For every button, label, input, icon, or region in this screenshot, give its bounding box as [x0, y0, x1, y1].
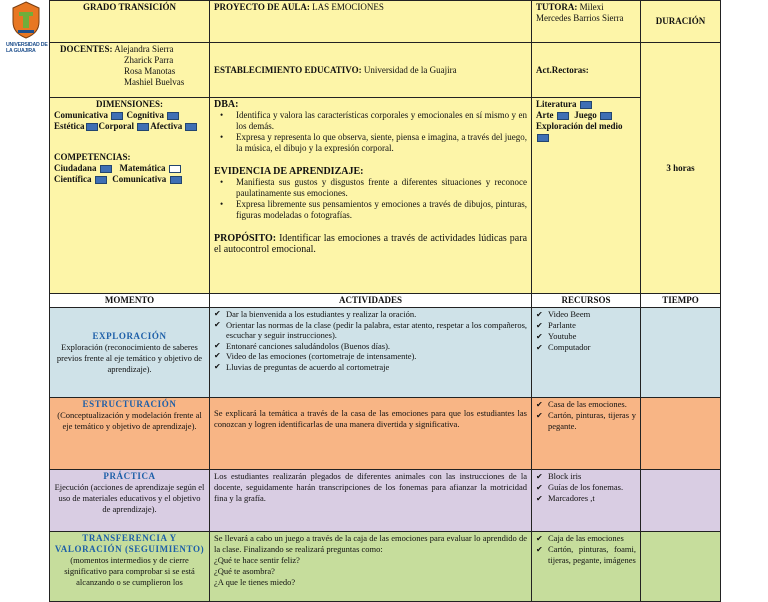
duracion-header-cell	[641, 1, 721, 43]
dba-item: • Identifica y valora las características corporales y emocionales en sí mismo y en los demás.	[214, 110, 527, 132]
rectora-item: Juego	[574, 110, 597, 120]
act-rectoras-cell	[532, 43, 641, 98]
dimension-checkbox-icon[interactable]	[185, 123, 197, 131]
establecimiento-cell	[210, 43, 532, 98]
activity-text: Se explicará la temática a través de la casa de las emociones para que los estudiantes las conozcan y logren identificarlas de una manera divertida y significativa.	[214, 408, 527, 429]
tutora-cell	[532, 1, 641, 43]
dimension-item: Cognitiva	[126, 110, 165, 120]
evidencia-item: • Expresa libremente sus pensamientos y emociones a través de dibujos, pinturas, figuras modeladas o fotografías.	[214, 199, 527, 221]
momento-desc: (Conceptualización y modelación frente al eje temático y objetivo de aprendizaje).	[57, 410, 202, 431]
duracion-label: DURACIÓN	[655, 16, 706, 26]
grado-label: GRADO TRANSICIÓN	[82, 2, 177, 12]
resource-item: ✔ Computador	[536, 342, 636, 353]
lesson-plan-table	[49, 0, 721, 602]
proyecto-value: LAS EMOCIONES	[312, 2, 384, 12]
dimension-checkbox-icon[interactable]	[137, 123, 149, 131]
docentes-cell	[50, 43, 210, 98]
resource-item: ✔ Caja de las emociones	[536, 533, 636, 544]
competencia-checkbox-icon[interactable]	[95, 176, 107, 184]
dimension-checkbox-icon[interactable]	[111, 112, 123, 120]
momento-title: EXPLORACIÓN	[92, 330, 167, 341]
dimension-checkbox-icon[interactable]	[86, 123, 98, 131]
tutora-value: Milexi Mercedes Barrios Sierra	[536, 2, 624, 23]
docente-name: Mashiel Buelvas	[124, 77, 185, 87]
actividades-transferencia-cell	[210, 532, 532, 602]
actividades-estructuracion-cell	[210, 398, 532, 470]
competencia-item: Matemática	[119, 163, 166, 173]
duracion-value: 3 horas	[666, 162, 695, 173]
dba-label: DBA:	[214, 99, 239, 110]
proposito-value: Identificar las emociones a través de actividades lúdicas para el autocontrol emocional.	[214, 233, 528, 255]
momento-title: ESTRUCTURACIÓN	[82, 399, 177, 409]
activity-item: ✔ Entonaré canciones saludándolos (Buenos días).	[214, 341, 527, 352]
activity-item: ✔ Lluvias de preguntas de acuerdo al cortometraje	[214, 362, 527, 373]
resource-item: ✔ Parlante	[536, 320, 636, 331]
dba-item: • Expresa y representa lo que observa, siente, piensa e imagina, a través del juego, la música, el dibujo y la expresión corporal.	[214, 132, 527, 154]
resource-item: ✔ Cartón, pinturas, tijeras y pegante.	[536, 410, 636, 432]
dimension-checkbox-icon[interactable]	[167, 112, 179, 120]
momento-desc: Ejecución (acciones de aprendizaje según el uso de materiales educativos y el objetivo de aprendizaje).	[54, 482, 205, 514]
resource-item: ✔ Guías de los fonemas.	[536, 482, 636, 493]
recursos-transferencia-cell	[532, 532, 641, 602]
proyecto-cell	[210, 1, 532, 43]
activity-text: Los estudiantes realizarán plegados de diferentes animales con las instrucciones de la docente, seguidamente harán transcripciones de los fonemas para afianzar la motricidad fina y la grafía.	[214, 471, 527, 503]
tiempo-practica-cell	[641, 470, 721, 532]
activity-item: ✔ Dar la bienvenida a los estudiantes y realizar la oración.	[214, 309, 527, 320]
docente-name: Rosa Manotas	[124, 66, 176, 76]
activity-item: ✔ Orientar las normas de la clase (pedir la palabra, estar atento, respetar a los compañeros, escuchar y seguir instrucciones).	[214, 320, 527, 341]
act-rectoras-label: Act.Rectoras:	[536, 64, 589, 75]
rectora-item: Exploración del medio	[536, 121, 623, 131]
recursos-exploracion-cell	[532, 308, 641, 398]
university-seal-icon	[10, 0, 42, 40]
momento-desc: Exploración (reconocimiento de saberes previos frente al eje temático y objetivo de aprendizaje).	[56, 341, 203, 374]
question-item: ¿A que le tienes miedo?	[214, 577, 296, 587]
docente-name: Zharick Parra	[124, 55, 174, 65]
column-header-momento: MOMENTO	[50, 294, 210, 308]
momento-practica-cell	[50, 470, 210, 532]
question-item: ¿Qué te asombra?	[214, 566, 275, 576]
competencia-item: Científica	[54, 174, 92, 184]
rectora-item: Literatura	[536, 99, 577, 109]
dimensiones-cell	[50, 98, 210, 294]
momento-exploracion-cell	[50, 308, 210, 398]
column-header-recursos: RECURSOS	[532, 294, 641, 308]
dimensiones-label: DIMENSIONES:	[95, 99, 163, 109]
establecimiento-value: Universidad de la Guajira	[363, 64, 457, 75]
competencia-checkbox-icon[interactable]	[169, 165, 181, 173]
recursos-estructuracion-cell	[532, 398, 641, 470]
resource-item: ✔ Youtube	[536, 331, 636, 342]
competencia-item: Comunicativa	[112, 174, 167, 184]
column-header-actividades: ACTIVIDADES	[210, 294, 532, 308]
dimension-item: Comunicativa	[54, 110, 108, 120]
logo-text: UNIVERSIDAD DE LA GUAJIRA	[6, 42, 48, 54]
resource-item: ✔ Casa de las emociones.	[536, 399, 636, 410]
momento-estructuracion-cell	[50, 398, 210, 470]
activity-item: ✔ Video de las emociones (cortometraje de intensamente).	[214, 351, 527, 362]
resource-item: ✔ Video Beem	[536, 309, 636, 320]
rectora-checkbox-icon[interactable]	[537, 134, 549, 142]
dimension-item: Corporal	[98, 121, 134, 131]
establecimiento-label: ESTABLECIMIENTO EDUCATIVO:	[214, 64, 362, 75]
evidencia-label: EVIDENCIA DE APRENDIZAJE:	[214, 166, 364, 177]
duracion-value-cell	[641, 43, 721, 294]
momento-transferencia-cell	[50, 532, 210, 602]
tiempo-estructuracion-cell	[641, 398, 721, 470]
proposito-label: PROPÓSITO:	[214, 233, 277, 244]
resource-item: ✔ Block iris	[536, 471, 636, 482]
dimension-item: Estética	[54, 121, 85, 131]
rectora-checkbox-icon[interactable]	[580, 101, 592, 109]
activity-text: Se llevará a cabo un juego a través de la caja de las emociones para evaluar lo aprendido de la clase. Finalizando se realizará preguntas como:	[214, 533, 527, 554]
rectora-item: Arte	[536, 110, 554, 120]
evidencia-item: • Manifiesta sus gustos y disgustos frente a diferentes situaciones y reconoce paulatinamente sus emociones.	[214, 177, 527, 199]
question-item: ¿Qué te hace sentir feliz?	[214, 555, 300, 565]
rectora-checkbox-icon[interactable]	[557, 112, 569, 120]
recursos-practica-cell	[532, 470, 641, 532]
competencia-checkbox-icon[interactable]	[170, 176, 182, 184]
actividades-practica-cell	[210, 470, 532, 532]
actividades-rectoras-cell	[532, 98, 641, 294]
tutora-label: TUTORA:	[536, 2, 578, 12]
tiempo-exploracion-cell	[641, 308, 721, 398]
actividades-exploracion-cell	[210, 308, 532, 398]
tiempo-transferencia-cell	[641, 532, 721, 602]
proyecto-label: PROYECTO DE AULA:	[214, 2, 310, 12]
dimension-item: Afectiva	[150, 121, 183, 131]
university-logo	[0, 0, 46, 68]
resource-item: ✔ Marcadores ,t	[536, 493, 636, 504]
competencia-item: Ciudadana	[54, 163, 97, 173]
competencia-checkbox-icon[interactable]	[100, 165, 112, 173]
momento-title: TRANSFERENCIA Y VALORACIÓN (SEGUIMIENTO)	[54, 533, 205, 554]
momento-title: PRÁCTICA	[103, 471, 156, 481]
momento-desc: (momentos intermedios y de cierre significativo para comprobar si se está alcanzando o se cumplieron los	[64, 555, 195, 587]
grado-cell	[50, 1, 210, 43]
resource-item: ✔ Cartón, pinturas, foami, tijeras, pegante, imágenes	[536, 544, 636, 566]
column-header-tiempo: TIEMPO	[641, 294, 721, 308]
docentes-label: DOCENTES:	[60, 44, 113, 54]
dba-cell	[210, 98, 532, 294]
rectora-checkbox-icon[interactable]	[600, 112, 612, 120]
competencias-label: COMPETENCIAS:	[54, 152, 131, 162]
docente-name: Alejandra Sierra	[114, 44, 174, 54]
